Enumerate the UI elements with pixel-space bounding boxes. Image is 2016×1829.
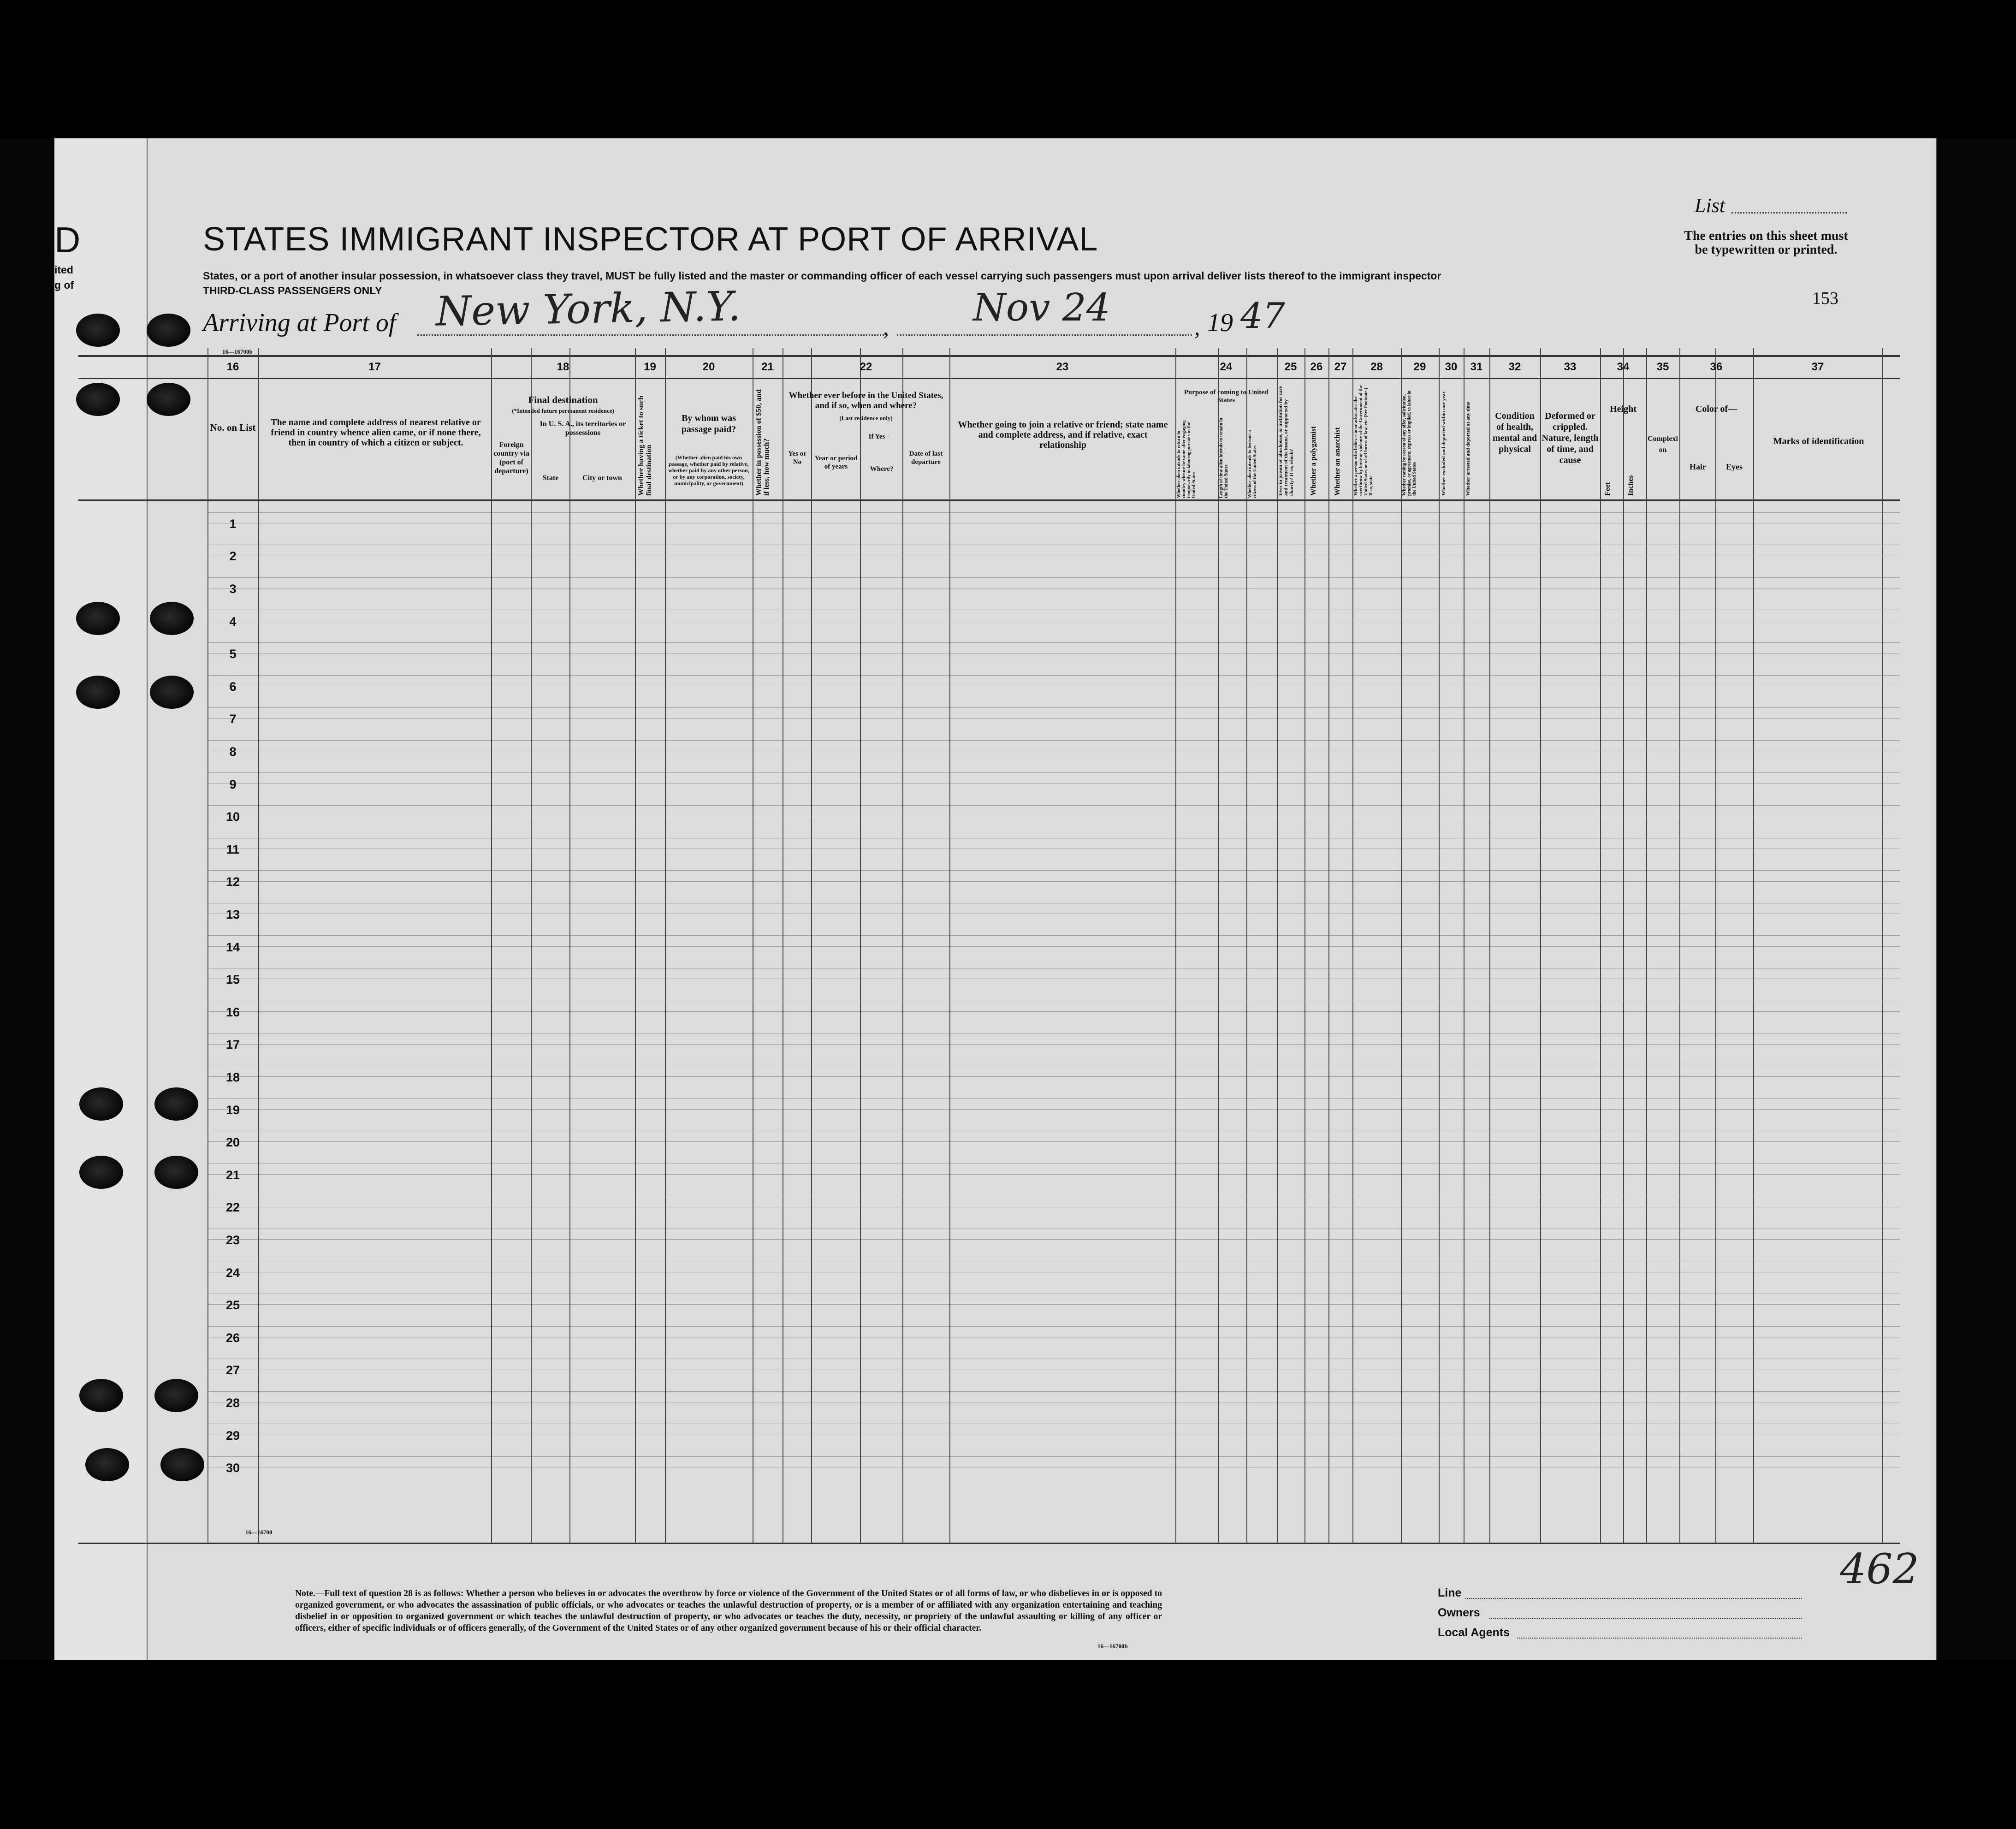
header-purpose-return: Whether alien intends to return to country whence he came after engaging temporarily in laboring pursuits in the United States [1176,420,1197,498]
column-rule [1277,348,1278,1543]
column-rule [1679,348,1680,1543]
column-number: 28 [1370,361,1383,373]
punch-hole [76,314,120,347]
column-rule [860,348,861,1543]
column-number: 29 [1413,361,1426,373]
header-yes-no: Yes or No [788,450,806,466]
entries-note [1646,229,1886,257]
column-rule [1218,348,1219,1543]
column-rule [258,348,259,1543]
form-number: 16—16700b [1097,1643,1128,1650]
column-number: 27 [1334,361,1347,373]
column-number: 35 [1656,361,1669,373]
header-date-departure: Date of last departure [909,450,943,466]
header-nearest-relative: The name and complete address of nearest relative or friend in country whence alien came, or if none there, then in country of which a citizen or subject. [271,417,481,448]
year-prefix: 19 [1207,309,1233,337]
column-rule [811,348,812,1543]
manifest-table [78,348,1900,1543]
row-number: 14 [225,940,240,954]
line-field [1465,1598,1802,1599]
header-labor-offer: Whether coming by reason of any offer, solicitation, promise, or agreement, express or implied, to labor in the United States [1402,390,1417,496]
row-number: 26 [225,1331,240,1345]
header-complexion: Complexion [1648,435,1678,454]
row-number: 27 [225,1363,240,1377]
column-number: 24 [1220,361,1233,373]
column-number: 18 [557,361,569,373]
table-bottom-rule [78,1543,1900,1544]
header-city: City or town [582,474,622,482]
header-if-yes: If Yes— [868,433,892,440]
header-anarchist: Whether an anarchist [1334,427,1341,496]
column-number: 19 [644,361,656,373]
row-number: 20 [225,1135,240,1149]
row-number: 4 [229,615,237,629]
column-number-rule [78,378,1900,379]
column-number: 16 [226,361,239,373]
table-top-rule [78,355,1900,357]
column-rule [1439,348,1440,1543]
column-rule [1715,348,1716,1543]
header-question-28: Whether a person who believes in or advocates the overthrow by force or violence of the Government of the United States or of all forms of law, etc. (See Footnote.) If so, state [1353,385,1374,496]
row-number: 19 [225,1103,240,1117]
form-title: STATES IMMIGRANT INSPECTOR AT PORT OF ARRIVAL [203,221,1098,258]
header-inches: Inches [1627,475,1635,496]
date-field-line [897,334,1192,336]
column-rule [569,348,570,1543]
scan-border-top [0,0,2016,138]
header-ever-before: Whether ever before in the United States, and if so, when and where? [789,391,943,410]
column-rule [1464,348,1465,1543]
header-excluded: Whether excluded and deported within one year [1441,391,1447,496]
header-health: Condition of health, mental and physical [1492,411,1537,454]
row-number: 12 [225,875,240,889]
row-number: 7 [229,712,237,726]
column-rule [1328,348,1329,1543]
column-number: 37 [1811,361,1824,373]
column-number: 25 [1284,361,1297,373]
header-polygamist: Whether a polygamist [1310,426,1317,496]
list-label: List [1695,194,1725,217]
row-number: 6 [229,680,237,694]
column-number: 33 [1564,361,1577,373]
header-hair: Hair [1690,462,1706,471]
row-number: 30 [225,1461,240,1475]
header-prison: Ever in prison or almshouse, or institution for care and treatment of the insane, or supported by charity? If so, which? [1278,386,1294,496]
header-final-destination: Final destination [528,394,598,405]
row-number: 17 [225,1038,240,1051]
header-where: Where? [870,465,894,473]
header-state: State [542,474,559,482]
scan-border-bottom [0,1660,2016,1829]
header-purpose-length: Length of time alien intends to remain in the United States [1219,418,1229,498]
column-rule [1489,348,1490,1543]
header-feet: Feet [1604,482,1612,496]
class-line: THIRD-CLASS PASSENGERS ONLY [203,285,382,297]
column-rule [1246,348,1247,1543]
header-purpose: Purpose of coming to United States [1184,389,1269,404]
local-agents-label: Local Agents [1438,1626,1510,1639]
page-number: 153 [1812,289,1838,308]
year-handwritten: 47 [1240,295,1285,336]
column-rule [1175,348,1176,1543]
handwritten-mark: 462 [1840,1545,1919,1593]
header-arrested: Whether arrested and deported at any time [1465,402,1471,496]
list-field-line [1731,212,1847,214]
header-final-destination-note: (*Intended future permanent residence) [512,407,614,414]
header-marks: Marks of identification [1773,436,1864,446]
row-number: 3 [229,582,237,596]
header-join-relative: Whether going to join a relative or friend; state name and complete address, and if relative, exact relationship [958,420,1168,450]
header-passage-paid: By whom was passage paid? [681,413,736,434]
column-number: 17 [368,361,381,373]
header-foreign-country: Foreign country via (port of departure) [493,441,529,475]
punch-hole [147,314,190,347]
column-number: 21 [761,361,774,373]
column-number: 36 [1710,361,1723,373]
column-rule [1623,348,1624,1543]
header-no-on-list: No. on List [210,422,256,433]
column-number: 23 [1056,361,1069,373]
header-eyes: Eyes [1726,462,1743,471]
column-number: 20 [702,361,715,373]
instruction-line: States, or a port of another insular possession, in whatsoever class they travel, MUST be fully listed and the master or commanding officer of each vessel carrying such passengers must upon arrival deliver lists thereof to the immigrant inspector [203,270,1441,282]
binding-fragment: D [54,220,81,260]
row-number: 13 [225,908,240,921]
column-rule [1352,348,1353,1543]
column-rule [1882,348,1883,1543]
row-number: 10 [225,810,240,824]
header-color: Color of— [1695,404,1737,414]
row-number: 11 [226,843,240,856]
row-number: 24 [225,1266,240,1280]
column-rule [1646,348,1647,1543]
header-year-period: Year or period of years [814,455,858,470]
comma: , [1194,314,1200,340]
comma: , [883,314,889,340]
local-agents-field [1517,1638,1802,1639]
header-bottom-rule [78,499,1900,501]
column-rule [1600,348,1601,1543]
form-number: 16—16700 [245,1529,273,1536]
column-rule [665,348,666,1543]
column-rule [902,348,903,1543]
row-number: 25 [225,1298,240,1312]
column-number: 31 [1470,361,1483,373]
column-rule [1540,348,1541,1543]
date-handwritten: Nov 24 [973,286,1110,330]
entries-note-line: be typewritten or printed. [1695,243,1838,257]
row-number: 18 [225,1070,240,1084]
column-rule [1304,348,1305,1543]
column-rule [531,348,532,1543]
header-height: Height [1610,404,1637,414]
column-rule [635,348,636,1543]
header-purpose-citizen: Whether alien intends to become a citizen of the United States [1247,430,1257,498]
row-number: 22 [225,1200,240,1214]
header-last-residence: (Last residence only) [839,415,893,422]
form-number: 16—16700b [222,348,253,355]
arriving-label: Arriving at Port of [203,309,396,337]
row-number: 16 [225,1005,240,1019]
header-passage-note: (Whether alien paid his own passage, whether paid by relative, whether paid by any other person, or by any corporation, society, municipality, or government) [668,454,749,487]
column-rule [491,348,492,1543]
binding-fragment: ited [54,264,73,276]
line-label: Line [1438,1586,1462,1599]
column-number: 32 [1508,361,1521,373]
port-handwritten: New York, N.Y. [435,282,741,335]
column-number: 30 [1445,361,1458,373]
column-rule [1753,348,1754,1543]
port-field-line [417,334,888,336]
column-number: 26 [1310,361,1323,373]
header-deformed: Deformed or crippled. Nature, length of time, and cause [1542,411,1599,465]
header-fifty-dollars: Whether in possession of $50, and if less, how much? [755,389,771,496]
row-number: 2 [229,549,237,563]
row-number: 21 [225,1168,240,1182]
owners-label: Owners [1438,1606,1480,1619]
row-number: 1 [229,517,237,531]
owners-field [1489,1618,1802,1619]
binding-fragment: g of [54,279,74,291]
row-number: 8 [229,745,237,759]
entries-note-line: The entries on this sheet must [1684,229,1848,243]
row-number: 23 [225,1233,240,1247]
row-number: 15 [225,973,240,986]
column-number: 22 [860,361,872,373]
column-rule [949,348,950,1543]
header-ticket: Whether having a ticket to such final destination [637,395,653,496]
column-number: 34 [1617,361,1630,373]
row-number: 28 [225,1396,240,1410]
header-in-usa: In U. S. A., its territories or possessions [540,420,626,437]
row-number: 9 [229,778,237,791]
footnote-question-28: Note.—Full text of question 28 is as follows: Whether a person who believes in or advocates the overthrow by force or violence of the Government of the United States or of all forms of law, or who disbelieves in or is opposed to organized government, or who advocates the assassination of public officials, or who advocates or teaches the unlawful destruction of property, or is a member of or affiliated with any organization entertaining and teaching disbelief in or opposition to organized government or which teaches the unlawful destruction of property, or who advocates or teaches the duty, necessity, or propriety of the unlawful assaulting or killing of any officer or officers, either of specific individuals or of officers generally, of the Government of the United States or of any other organized government because of his or their official character. [295,1589,1162,1633]
row-number: 29 [225,1429,240,1443]
row-number: 5 [229,647,237,661]
column-rule [1401,348,1402,1543]
